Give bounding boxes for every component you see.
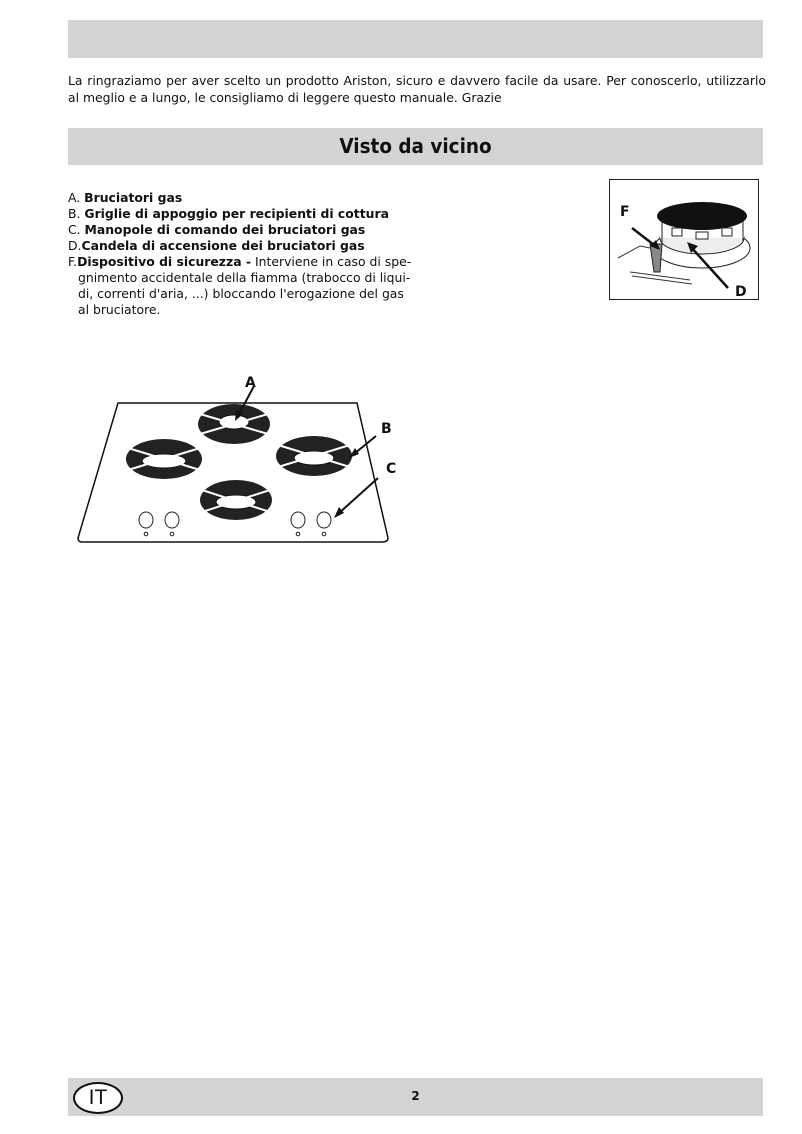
footer-band	[68, 1078, 763, 1116]
callout-f: F	[620, 204, 630, 220]
intro-paragraph: La ringraziamo per aver scelto un prodotto Ariston, sicuro e davvero facile da usare. Per conoscerlo, utilizzarlo al meglio e a lungo, le consigliamo di leggere questo manuale. Grazie	[68, 73, 766, 105]
burner-detail-drawing	[610, 180, 758, 299]
callout-a: A	[245, 375, 256, 391]
part-description: al bruciatore.	[78, 302, 161, 317]
burner-right	[276, 436, 352, 476]
hob-drawing	[72, 368, 412, 548]
list-item: F.Dispositivo di sicurezza - Interviene in caso di spe- gnimento accidentale della fiamma (trabocco di liqui- di, correnti d'aria, ...) bloccando l'erogazione del gas al bruciatore.	[68, 254, 412, 317]
callout-b: B	[381, 421, 392, 437]
burner-front	[200, 480, 272, 520]
burner-top	[198, 404, 270, 444]
part-description: di, correnti d'aria, ...) bloccando l'erogazione del gas	[78, 286, 404, 301]
section-title: Visto da vicino	[339, 134, 492, 158]
part-label: Griglie di appoggio per recipienti di cottura	[84, 206, 389, 221]
hob-illustration	[72, 368, 412, 548]
header-band	[68, 20, 763, 58]
parts-list	[68, 190, 413, 318]
part-label: Candela di accensione dei bruciatori gas	[81, 238, 365, 253]
language-badge: IT	[73, 1082, 123, 1114]
callout-d: D	[735, 284, 747, 299]
list-item: D.Candela di accensione dei bruciatori gas	[68, 238, 365, 253]
callout-c: C	[386, 461, 397, 477]
part-description: Interviene in caso di spe-	[255, 254, 412, 269]
burner-detail-illustration	[609, 179, 759, 300]
list-item: A. Bruciatori gas	[68, 190, 183, 205]
part-description: gnimento accidentale della fiamma (trabocco di liqui-	[78, 270, 411, 285]
page-number: 2	[411, 1089, 420, 1103]
part-label: Bruciatori gas	[84, 190, 183, 205]
list-item: B. Griglie di appoggio per recipienti di cottura	[68, 206, 389, 221]
part-label: Dispositivo di sicurezza -	[77, 254, 252, 269]
burner-left	[126, 439, 202, 479]
list-item: C. Manopole di comando dei bruciatori gas	[68, 222, 366, 237]
part-label: Manopole di comando dei bruciatori gas	[84, 222, 366, 237]
section-band	[68, 128, 763, 165]
